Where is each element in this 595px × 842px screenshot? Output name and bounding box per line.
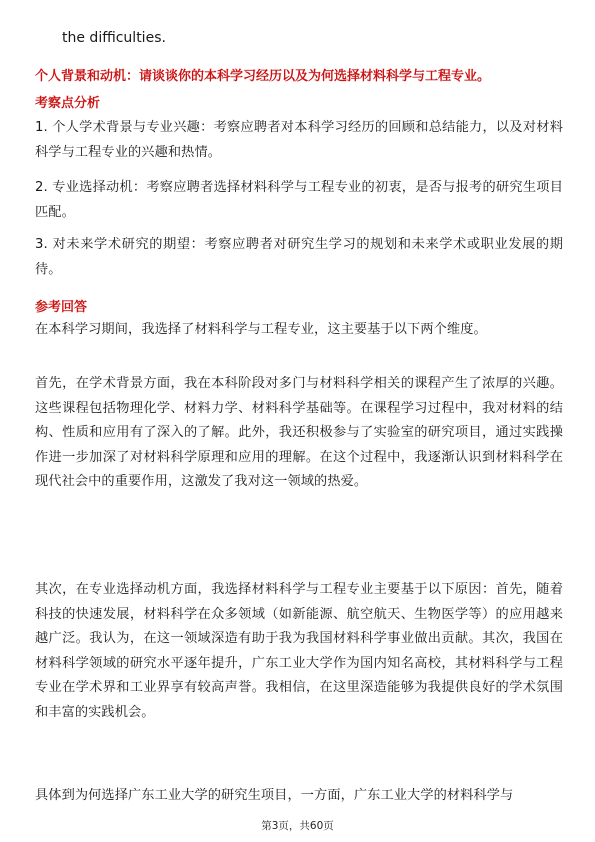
question-title: 个人背景和动机：请谈谈你的本科学习经历以及为何选择材料科学与工程专业。 xyxy=(35,69,491,84)
carry-over-text: the difficulties. xyxy=(62,30,166,46)
answer-heading: 参考回答 xyxy=(35,300,88,315)
answer-paragraph-2: 首先，在学术背景方面，我在本科阶段对多门与材料科学相关的课程产生了浓厚的兴趣。这些课程包括物理化学、材料力学、材料科学基础等。在课程学习过程中，我对材料的结构、性质和应用有了深入的了解。此外，我还积极参与了实验室的研究项目，通过实践操作进一步加深了对材料科学原理和应用的理解。在这个过程中，我逐渐认识到材料科学在现代社会中的重要作用，这激发了我对这一领域的热爱。 xyxy=(35,376,563,490)
answer-paragraph-1: 在本科学习期间，我选择了材料科学与工程专业，这主要基于以下两个维度。 xyxy=(35,322,487,337)
answer-paragraph-3: 其次，在专业选择动机方面，我选择材料科学与工程专业主要基于以下原因：首先，随着科技的快速发展，材料科学在众多领域（如新能源、航空航天、生物医学等）的应用越来越广泛。我认为，在这一领域深造有助于我为我国材料科学事业做出贡献。其次，我国在材料科学领域的研究水平逐年提升，广东工业大学作为国内知名高校，其材料科学与工程专业在学术界和工业界享有较高声誉。我相信，在这里深造能够为我提供良好的学术氛围和丰富的实践机会。 xyxy=(35,582,563,720)
page-footer: 第3页，共60页 xyxy=(261,820,334,832)
analysis-item-3: 3. 对未来学术研究的期望：考察应聘者对研究生学习的规划和未来学术或职业发展的期待。 xyxy=(35,237,563,277)
answer-paragraph-4: 具体到为何选择广东工业大学的研究生项目，一方面，广东工业大学的材料科学与 xyxy=(35,788,514,803)
analysis-item-1: 1. 个人学术背景与专业兴趣：考察应聘者对本科学习经历的回顾和总结能力，以及对材料科学与工程专业的兴趣和热情。 xyxy=(35,120,563,160)
analysis-heading: 考察点分析 xyxy=(35,96,101,111)
analysis-item-2: 2. 专业选择动机：考察应聘者选择材料科学与工程专业的初衷，是否与报考的研究生项目匹配。 xyxy=(35,180,563,220)
